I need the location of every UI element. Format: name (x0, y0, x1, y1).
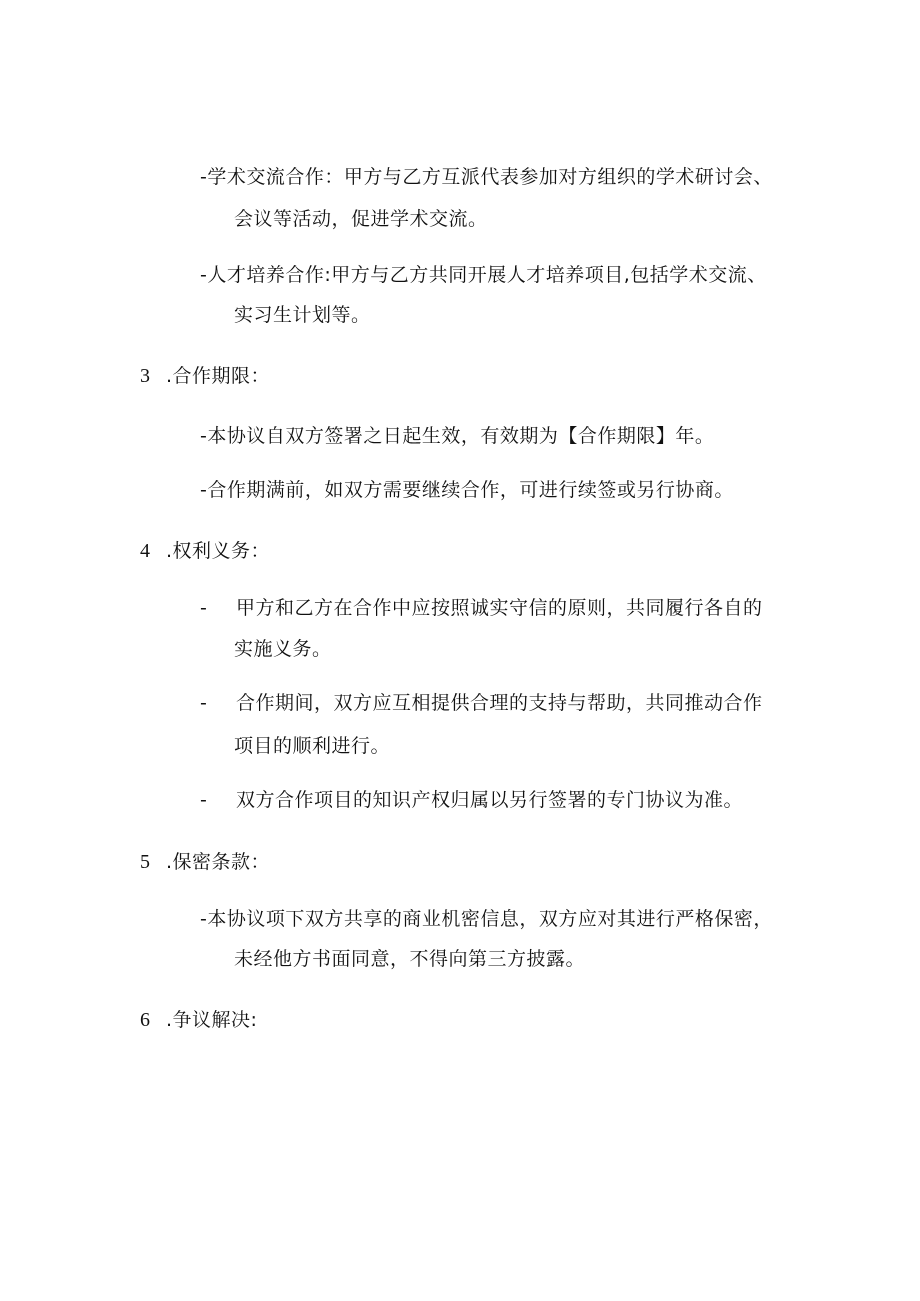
dash-marker: - (200, 789, 208, 811)
section-heading (140, 1008, 257, 1032)
section-heading (140, 850, 270, 874)
item-text: 本协议自双方签署之日起生效，有效期为【合作期限】年。 (207, 425, 715, 447)
item-continuation: 实施义务。 (234, 638, 332, 660)
item-continuation: 项目的顺利进行。 (234, 735, 391, 757)
list-item (200, 907, 773, 931)
dash-marker: - (200, 692, 208, 714)
list-item (200, 263, 767, 287)
list-item (200, 478, 734, 502)
list-item (200, 424, 714, 448)
item-continuation: 会议等活动，促进学术交流。 (234, 208, 488, 230)
section-number: 3 (140, 365, 151, 387)
list-item (200, 788, 743, 812)
item-text: 双方合作项目的知识产权归属以另行签署的专门协议为准。 (236, 789, 744, 811)
section-title: .争议解决: (166, 1009, 258, 1031)
section-title: .合作期限： (166, 365, 271, 387)
item-text: 合作期满前，如双方需要继续合作，可进行续签或另行协商。 (207, 479, 734, 501)
item-text: 学术交流合作：甲方与乙方互派代表参加对方组织的学术研讨会、 (207, 166, 773, 188)
section-number: 5 (140, 851, 151, 873)
list-item (200, 691, 763, 715)
item-text: 合作期间，双方应互相提供合理的支持与帮助，共同推动合作 (236, 692, 763, 714)
item-text: 人才培养合作:甲方与乙方共同开展人才培养项目,包括学术交流、 (207, 264, 767, 286)
section-heading (140, 364, 270, 388)
item-text: 甲方和乙方在合作中应按照诚实守信的原则，共同履行各自的 (236, 597, 763, 619)
dash-marker: - (200, 425, 208, 447)
section-heading (140, 539, 270, 563)
dash-marker: - (200, 597, 208, 619)
list-item (200, 165, 773, 189)
dash-marker: - (200, 908, 208, 930)
dash-marker: - (200, 264, 208, 286)
item-continuation: 实习生计划等。 (234, 304, 371, 326)
dash-marker: - (200, 479, 208, 501)
section-title: .保密条款： (166, 851, 271, 873)
item-text: 本协议项下双方共享的商业机密信息，双方应对其进行严格保密， (207, 908, 773, 930)
item-continuation: 未经他方书面同意，不得向第三方披露。 (234, 948, 586, 970)
section-title: .权利义务： (166, 540, 271, 562)
section-number: 4 (140, 540, 151, 562)
list-item (200, 596, 763, 620)
section-number: 6 (140, 1009, 151, 1031)
dash-marker: - (200, 166, 208, 188)
